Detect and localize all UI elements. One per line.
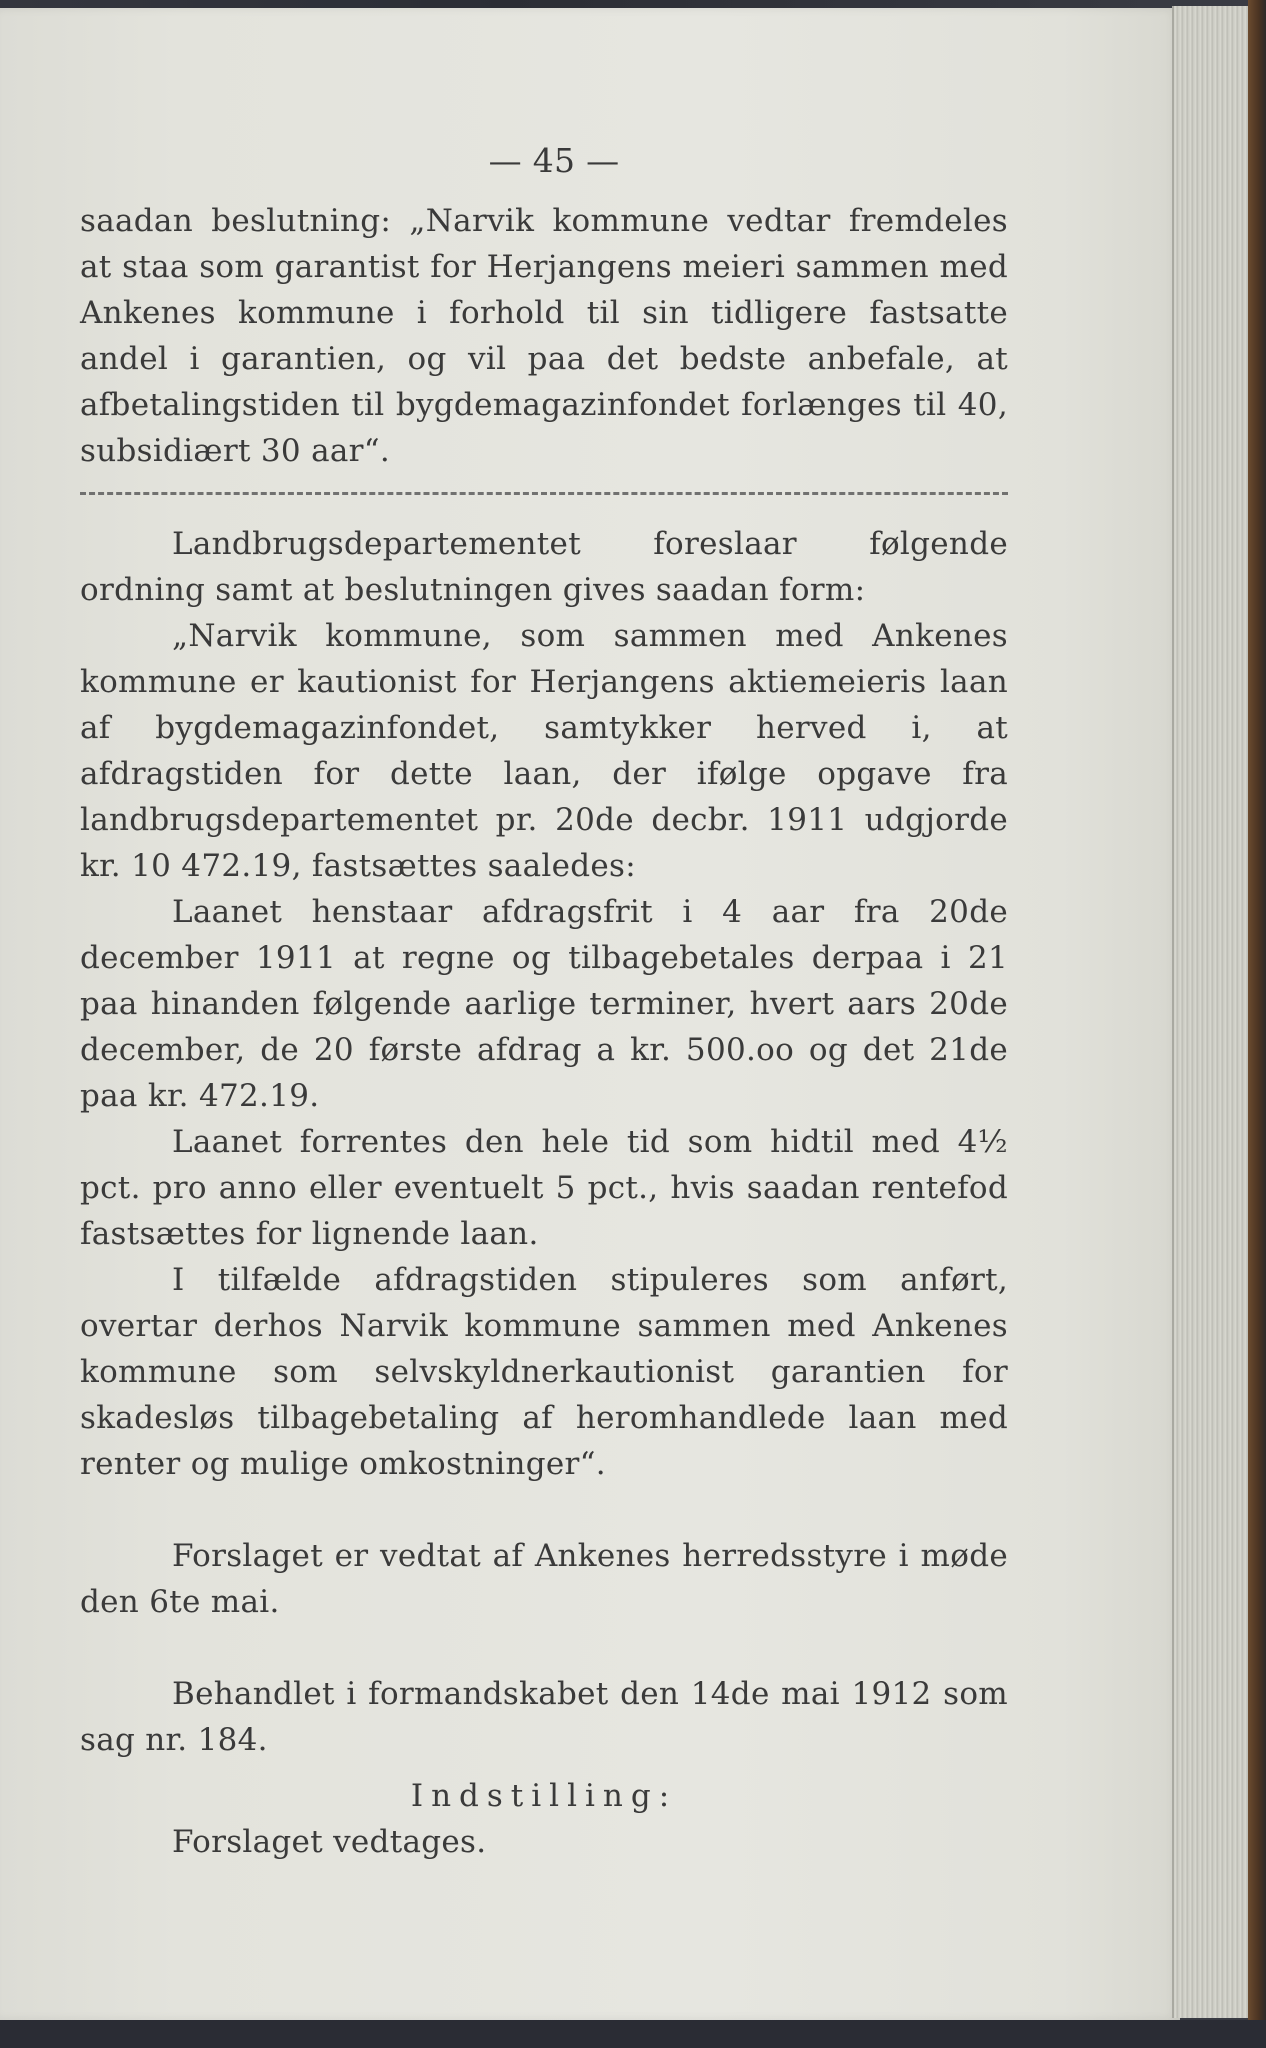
paragraph-department-proposal: Landbrugsdepartementet foreslaar følgende ordning samt at beslutningen gives saadan form: bbox=[80, 526, 1008, 608]
recommendation-heading: Indstilling: bbox=[410, 1778, 678, 1814]
paragraph-guarantee-text: „Narvik kommune, som sammen med Ankenes kommune er kautionist for Herjangens aktiemeieris laan af bygdemagazinfondet, samtykker herved i, at afdragstiden for dette laan, der ifølge opgave fra landbrugsdepartementet pr. 20de decbr. 1911 udgjorde kr. 10 472.19, fastsættes saaledes: bbox=[80, 618, 1008, 884]
scan-background-strip bbox=[0, 2020, 1266, 2048]
book-binding bbox=[1248, 0, 1266, 2048]
paragraph-gap bbox=[80, 1487, 1008, 1533]
paragraph-adopted-note: Forslaget er vedtat af Ankenes herredsstyre i møde den 6te mai. bbox=[80, 1538, 1008, 1620]
book-page-edges bbox=[1172, 6, 1252, 2018]
dashed-separator bbox=[80, 492, 1008, 495]
paragraph-resolution-quote: saadan beslutning: „Narvik kommune vedtar fremdeles at staa som garantist for Herjangens meieri sammen med Ankenes kommune i forhold til sin tidligere fastsatte andel i garantien, og vil paa det bedste anbefale, at afbetalingstiden til bygdemagazinfondet forlænges til 40, subsidiært 30 aar“. bbox=[80, 203, 1008, 469]
paragraph-recommendation: Forslaget vedtages. bbox=[172, 1824, 487, 1860]
paragraph-gap bbox=[80, 1625, 1008, 1671]
paragraph-repayment-terms: Laanet henstaar afdragsfrit i 4 aar fra 20de december 1911 at regne og tilbagebetales derpaa i 21 paa hinanden følgende aarlige terminer, hvert aars 20de december, de 20 første afdrag a kr. 500.oo og det 21de paa kr. 472.19. bbox=[80, 894, 1008, 1114]
paragraph-committee-note: Behandlet i formandskabet den 14de mai 1912 som sag nr. 184. bbox=[80, 1676, 1008, 1758]
paragraph-interest-terms: Laanet forrentes den hele tid som hidtil med 4½ pct. pro anno eller eventuelt 5 pct., hvis saadan rentefod fastsættes for lignende laan. bbox=[80, 1124, 1008, 1252]
page-text-block bbox=[80, 138, 1008, 1865]
page-number: — 45 — bbox=[488, 141, 620, 180]
paragraph-guarantor-clause: I tilfælde afdragstiden stipuleres som anført, overtar derhos Narvik kommune sammen med Ankenes kommune som selvskyldnerkautionist garantien for skadesløs tilbagebetaling af heromhandlede laan med renter og mulige omkostninger“. bbox=[80, 1262, 1008, 1482]
paper-page bbox=[0, 8, 1180, 2020]
